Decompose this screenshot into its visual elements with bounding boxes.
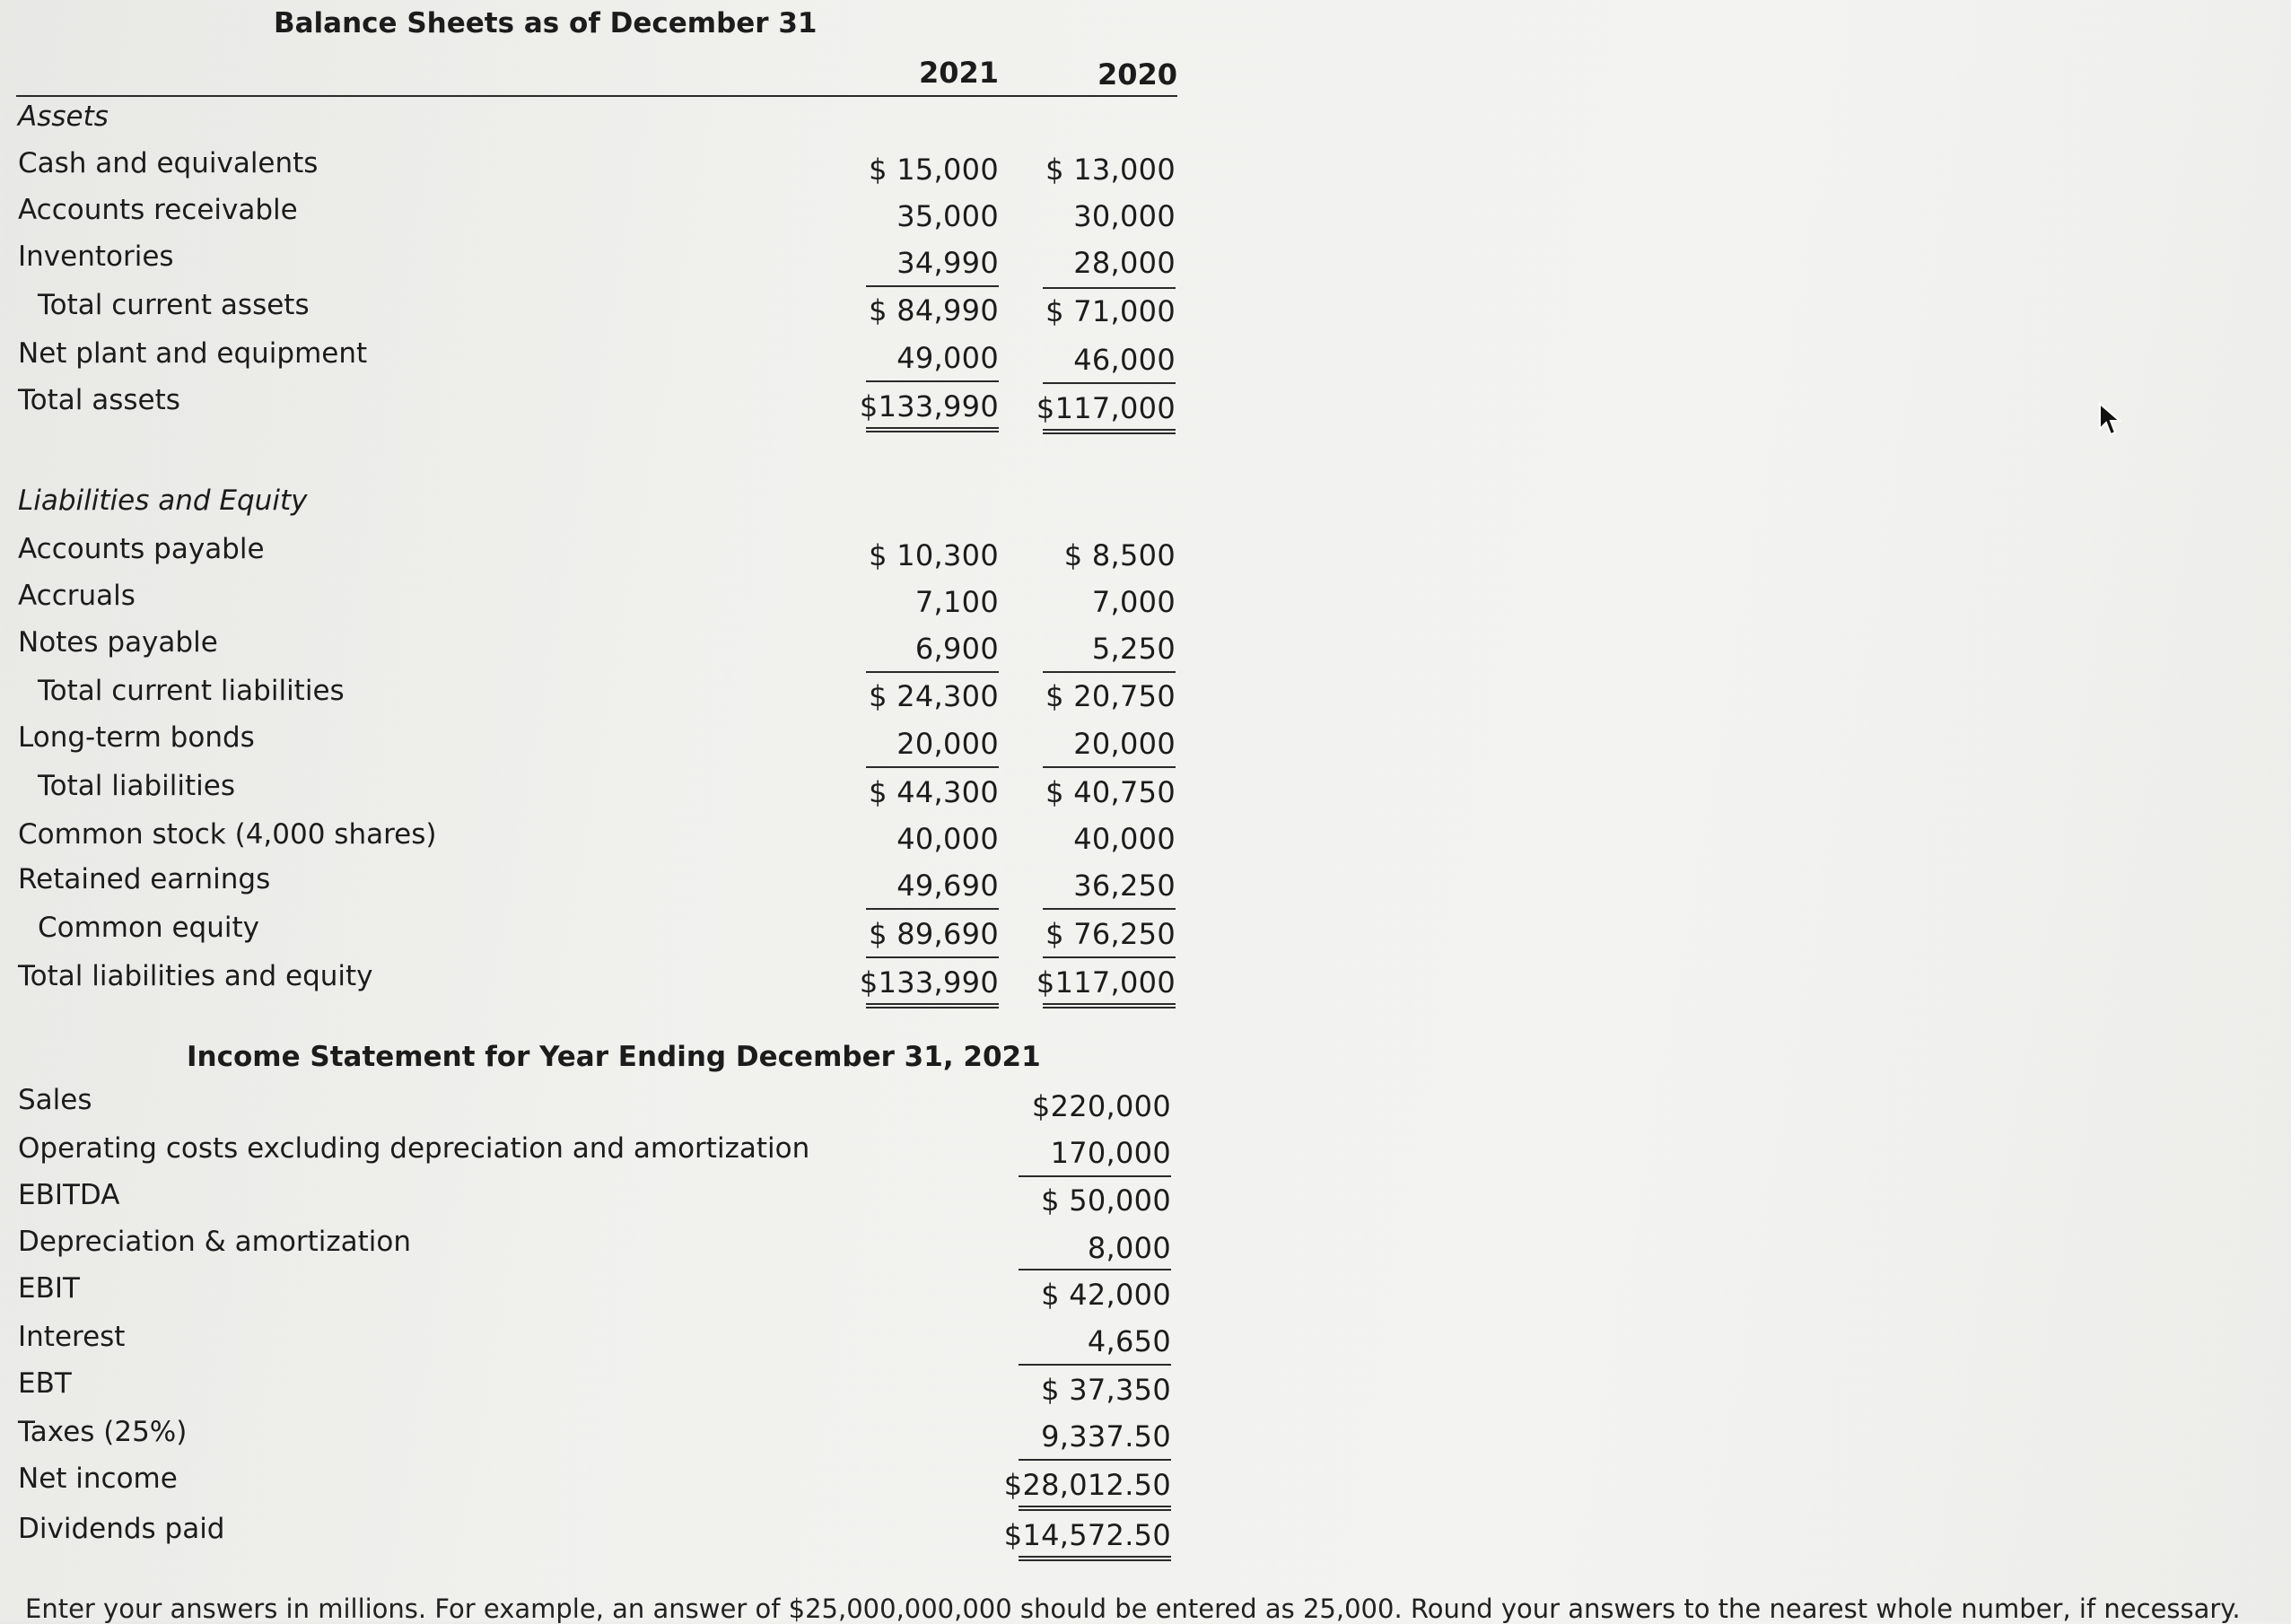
- row-label: Sales: [18, 1084, 92, 1116]
- subtotal-rule: [866, 766, 999, 768]
- value-2020: 5,250: [1091, 632, 1176, 666]
- row-label: Taxes (25%): [18, 1416, 188, 1448]
- value-2020: 28,000: [1073, 246, 1176, 280]
- subtotal-rule: [1043, 766, 1176, 768]
- value-2021: 20,000: [896, 727, 999, 761]
- row-label: Total liabilities: [38, 770, 235, 802]
- row-label: Common equity: [38, 912, 259, 944]
- value-2021: 8,000: [1087, 1231, 1171, 1265]
- column-header-2021: 2021: [918, 56, 999, 90]
- header-rule: [16, 95, 1177, 97]
- total-double-rule: [866, 1003, 999, 1008]
- row-label: Accounts receivable: [18, 194, 298, 226]
- row-label: EBT: [18, 1367, 72, 1400]
- subtotal-rule: [866, 380, 999, 382]
- row-label: Total assets: [18, 384, 180, 416]
- value-2021: $133,990: [859, 965, 999, 1000]
- subtotal-rule: [1019, 1459, 1171, 1461]
- value-2021: 6,900: [914, 632, 999, 666]
- value-2021: 34,990: [896, 246, 999, 280]
- value-2020: 7,000: [1091, 585, 1176, 619]
- value-2021: $ 89,690: [869, 917, 999, 951]
- subtotal-rule: [1043, 908, 1176, 910]
- row-label: EBITDA: [18, 1179, 120, 1211]
- subtotal-rule: [1043, 287, 1176, 289]
- row-label: EBIT: [18, 1272, 80, 1305]
- subtotal-rule: [866, 285, 999, 287]
- value-2020: $ 8,500: [1063, 538, 1176, 572]
- value-2021: $ 42,000: [1041, 1278, 1171, 1312]
- value-2020: $ 13,000: [1045, 153, 1176, 187]
- subtotal-rule: [866, 956, 999, 958]
- row-label: Accounts payable: [18, 533, 265, 565]
- value-2020: $ 20,750: [1045, 679, 1176, 713]
- subtotal-rule: [1043, 956, 1176, 958]
- subtotal-rule: [1019, 1175, 1171, 1177]
- value-2021: $ 15,000: [869, 153, 999, 187]
- total-double-rule: [1019, 1556, 1171, 1561]
- row-label: Net plant and equipment: [18, 337, 368, 370]
- value-2021: 35,000: [896, 199, 999, 233]
- row-label: Total current assets: [38, 289, 310, 321]
- row-label: Total current liabilities: [38, 675, 345, 707]
- row-label: Operating costs excluding depreciation and amortization: [18, 1132, 810, 1165]
- value-2021: 7,100: [914, 585, 999, 619]
- row-label: Total liabilities and equity: [18, 960, 373, 992]
- value-2020: 36,250: [1073, 869, 1176, 903]
- value-2021: 170,000: [1050, 1136, 1171, 1170]
- assets-heading: Assets: [18, 100, 109, 133]
- value-2021: 4,650: [1087, 1324, 1171, 1358]
- total-double-rule: [1019, 1506, 1171, 1511]
- value-2021: 9,337.50: [1041, 1419, 1171, 1454]
- value-2021: $ 44,300: [869, 775, 999, 809]
- value-2021: $ 37,350: [1041, 1373, 1171, 1407]
- row-label: Common stock (4,000 shares): [18, 818, 437, 851]
- value-2020: $117,000: [1036, 391, 1176, 425]
- value-2021: $ 50,000: [1041, 1183, 1171, 1218]
- row-label: Accruals: [18, 580, 136, 612]
- total-double-rule: [1043, 429, 1176, 434]
- value-2021: $133,990: [859, 389, 999, 423]
- row-label: Interest: [18, 1321, 126, 1353]
- subtotal-rule: [866, 671, 999, 673]
- value-2020: 40,000: [1073, 822, 1176, 856]
- value-2021: 40,000: [896, 822, 999, 856]
- value-2021: $220,000: [1031, 1089, 1171, 1123]
- row-label: Depreciation & amortization: [18, 1226, 411, 1258]
- row-label: Inventories: [18, 240, 174, 273]
- subtotal-rule: [866, 908, 999, 910]
- row-label: Net income: [18, 1462, 178, 1495]
- value-2020: 46,000: [1073, 343, 1176, 377]
- value-2021: $ 24,300: [869, 679, 999, 713]
- value-2021: $ 10,300: [869, 538, 999, 572]
- value-2020: $ 76,250: [1045, 917, 1176, 951]
- row-label: Cash and equivalents: [18, 147, 319, 179]
- row-label: Notes payable: [18, 626, 218, 659]
- value-2020: $ 40,750: [1045, 775, 1176, 809]
- value-2021: $ 84,990: [869, 293, 999, 327]
- value-2020: $117,000: [1036, 965, 1176, 1000]
- value-2021: 49,690: [896, 869, 999, 903]
- balance-sheet-title: Balance Sheets as of December 31: [274, 7, 818, 39]
- value-2020: 30,000: [1073, 199, 1176, 233]
- total-double-rule: [866, 427, 999, 432]
- mouse-pointer-icon: [2098, 402, 2121, 438]
- row-label: Retained earnings: [18, 863, 271, 895]
- value-2020: 20,000: [1073, 727, 1176, 761]
- value-2021: $14,572.50: [1003, 1518, 1171, 1552]
- total-double-rule: [1043, 1003, 1176, 1008]
- subtotal-rule: [1019, 1269, 1171, 1270]
- value-2021: 49,000: [896, 341, 999, 375]
- value-2020: $ 71,000: [1045, 294, 1176, 328]
- liabilities-heading: Liabilities and Equity: [18, 485, 308, 517]
- instruction-note: Enter your answers in millions. For example, an answer of $25,000,000,000 should be entered as 25,000. Round your answers to the nearest whole number, if necessary.: [25, 1593, 2241, 1624]
- subtotal-rule: [1019, 1364, 1171, 1366]
- row-label: Dividends paid: [18, 1513, 225, 1545]
- income-statement-title: Income Statement for Year Ending December 31, 2021: [187, 1041, 1041, 1073]
- subtotal-rule: [1043, 382, 1176, 384]
- subtotal-rule: [1043, 671, 1176, 673]
- row-label: Long-term bonds: [18, 721, 255, 754]
- column-header-2020: 2020: [1097, 57, 1177, 92]
- value-2021: $28,012.50: [1003, 1468, 1171, 1502]
